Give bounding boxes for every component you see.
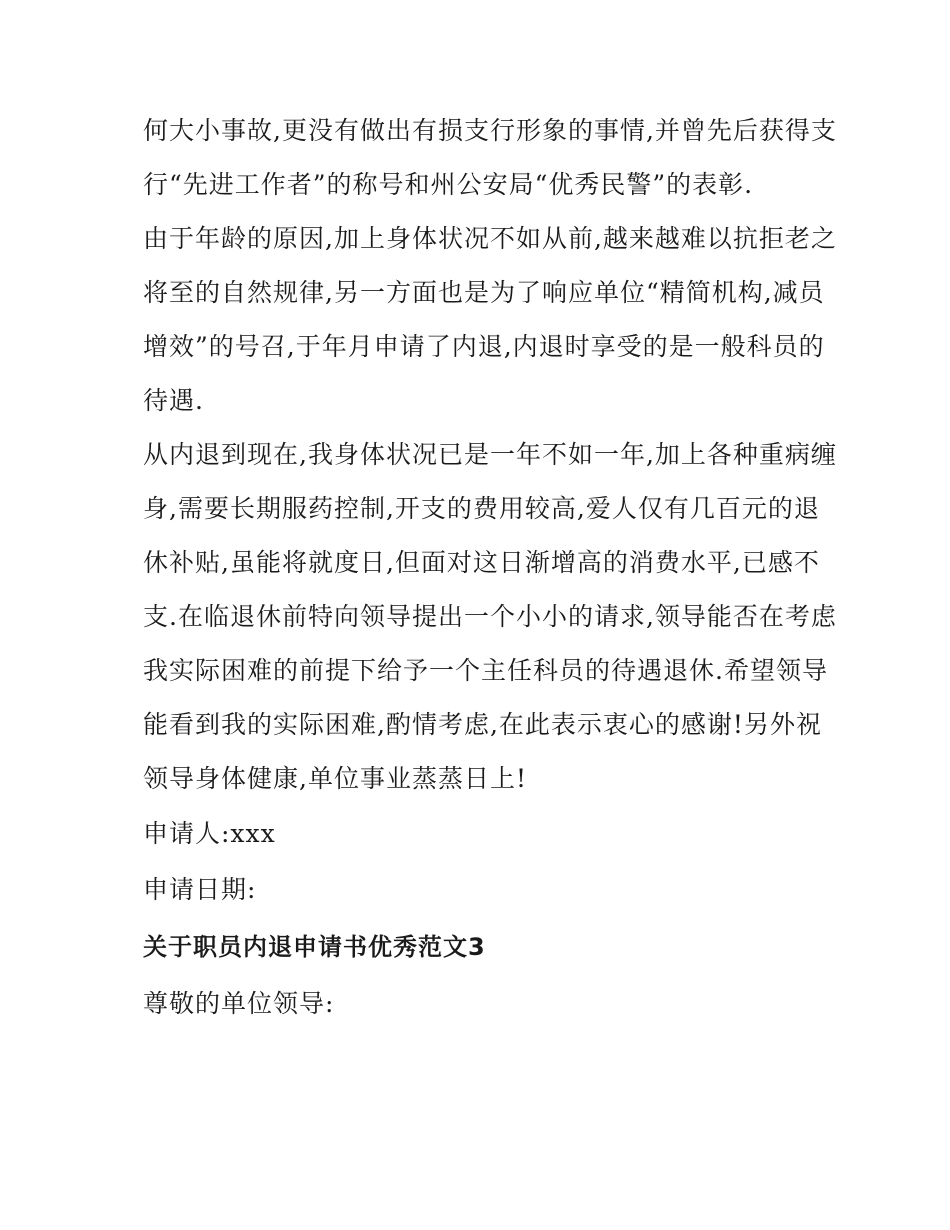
text-line: 将至的自然规律,另一方面也是为了响应单位“精简机构,减员 — [143, 278, 825, 307]
text-line: 休补贴,虽能将就度日,但面对这日渐增高的消费水平,已感不 — [143, 548, 820, 577]
document-body — [143, 104, 837, 1032]
date-line: 申请日期: — [143, 875, 257, 904]
text-line: 领导身体健康,单位事业蒸蒸日上! — [143, 764, 527, 793]
section-heading: 关于职员内退申请书优秀范文3 — [143, 933, 486, 961]
text-line: 由于年龄的原因,加上身体状况不如从前,越来越难以抗拒老之 — [143, 224, 837, 253]
paragraph-2 — [143, 212, 837, 428]
text-line: 能看到我的实际困难,酌情考虑,在此表示衷心的感谢!另外祝 — [143, 710, 822, 739]
paragraph-1 — [143, 104, 837, 212]
applicant-line: 申请人:xxx — [143, 819, 276, 848]
text-line: 待遇. — [143, 386, 204, 415]
text-line: 身,需要长期服药控制,开支的费用较高,爱人仅有几百元的退 — [143, 494, 820, 523]
paragraph-3 — [143, 428, 837, 806]
text-line: 何大小事故,更没有做出有损支行形象的事情,并曾先后获得支 — [143, 116, 837, 145]
text-line: 增效”的号召,于年月申请了内退,内退时享受的是一般科员的 — [143, 332, 825, 361]
text-line: 行“先进工作者”的称号和州公安局“优秀民警”的表彰. — [143, 170, 754, 199]
text-line: 从内退到现在,我身体状况已是一年不如一年,加上各种重病缠 — [143, 440, 837, 469]
salutation: 尊敬的单位领导: — [143, 989, 335, 1018]
text-line: 我实际困难的前提下给予一个主任科员的待遇退休.希望领导 — [143, 656, 828, 685]
text-line: 支.在临退休前特向领导提出一个小小的请求,领导能否在考虑 — [143, 602, 837, 631]
